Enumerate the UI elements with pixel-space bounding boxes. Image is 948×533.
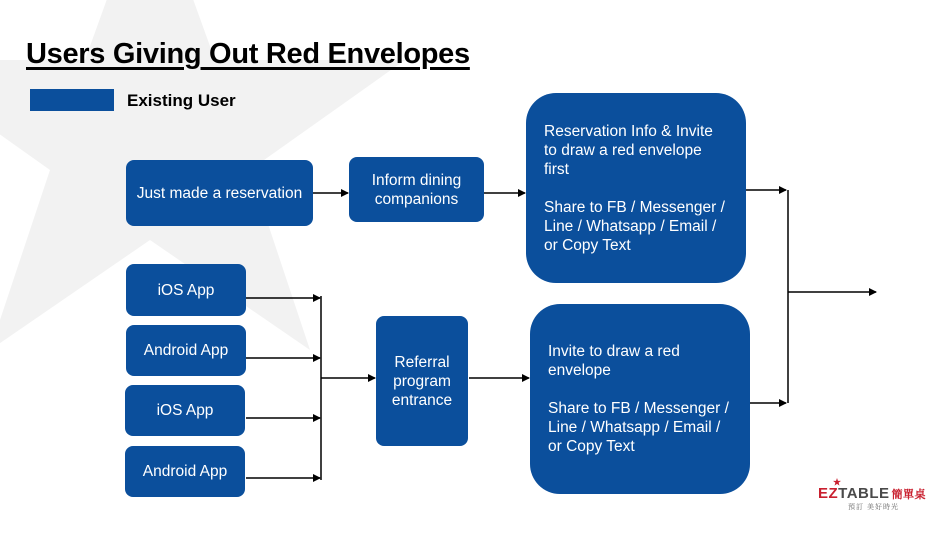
box-android-app-1: Android App (126, 325, 246, 376)
reservation-info-line1: Reservation Info & Invite to draw a red envelope first (544, 122, 713, 178)
logo-chinese: 簡單桌 (891, 489, 927, 501)
box-android-app-2: Android App (125, 446, 245, 497)
invite-line1: Invite to draw a red envelope (548, 343, 680, 379)
box-ios-app-1: iOS App (126, 264, 246, 316)
box-reservation-info-invite (526, 93, 746, 283)
reservation-info-line2: Share to FB / Messenger / Line / Whatsapp / Email / or Copy Text (544, 198, 725, 254)
logo-wordmark (818, 485, 928, 502)
logo-tagline: 預訂 美好時光 (848, 504, 899, 511)
eztable-logo (818, 485, 928, 512)
box-inform-dining-companions: Inform dining companions (349, 157, 484, 222)
box-referral-program-entrance: Referral program entrance (376, 316, 468, 446)
box-just-made-reservation: Just made a reservation (126, 160, 313, 226)
page-title: Users Giving Out Red Envelopes (26, 38, 470, 70)
logo-table: TABLE (838, 485, 890, 502)
legend-label: Existing User (127, 91, 236, 110)
invite-line2: Share to FB / Messenger / Line / Whatsapp / Email / or Copy Text (548, 400, 729, 455)
logo-ez: EZ (818, 485, 839, 502)
box-invite-red-envelope (530, 304, 750, 494)
box-ios-app-2: iOS App (125, 385, 245, 436)
